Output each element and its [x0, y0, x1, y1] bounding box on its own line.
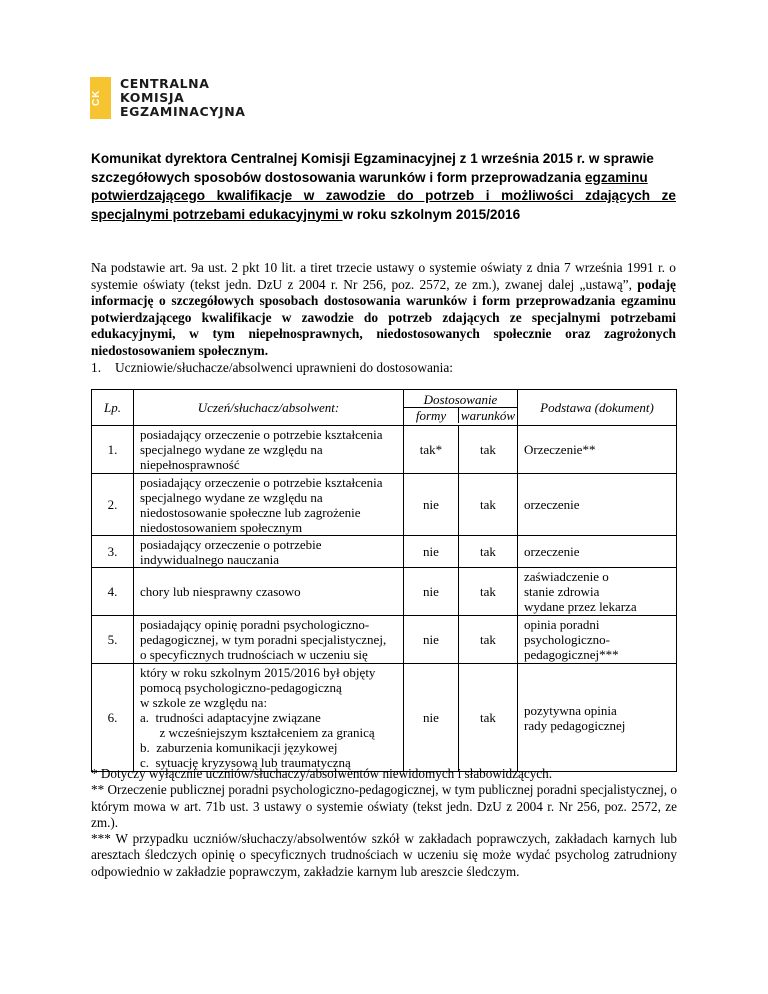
desc-line: b. zaburzenia komunikacji językowej: [140, 740, 338, 755]
row-conditions: tak: [459, 568, 518, 616]
row-lp: 4.: [92, 568, 134, 616]
logo-line-3: EGZAMINACYJNA: [120, 104, 246, 119]
row-basis: orzeczenie: [518, 536, 677, 568]
desc-line: posiadający orzeczenie o potrzebie kształcenia: [140, 427, 383, 442]
logo-line-2: KOMISJA: [120, 90, 185, 105]
row-description: [134, 616, 404, 664]
intro-bold: podaję informację o szczegółowych sposobach dostosowania warunków i form przeprowadzania egzaminu potwierdzającego kwalifikacje w zawodzie do potrzeb zdających ze specjalnymi potrzebami edukacyjnymi, w tym niepełnosprawnych, niedostosowanych społecznie oraz zagrożonych niedostosowaniem społecznym.: [91, 276, 676, 358]
logo-mark: [90, 77, 111, 119]
section-heading: [91, 360, 453, 376]
title-line-2-underlined: egzaminu: [584, 169, 648, 185]
header-adjustment: [404, 390, 518, 426]
table-row: [92, 568, 677, 616]
row-forms: nie: [404, 568, 459, 616]
row-forms: nie: [404, 474, 459, 536]
desc-line: w szkole ze względu na:: [140, 695, 268, 710]
row-lp: 2.: [92, 474, 134, 536]
row-conditions: tak: [459, 664, 518, 772]
eligibility-table: [91, 389, 677, 772]
desc-line: pedagogicznej, w tym poradni specjalistycznej,: [140, 632, 387, 647]
desc-line: pomocą psychologiczno-pedagogiczną: [140, 680, 342, 695]
footnote-3: *** W przypadku uczniów/słuchaczy/absolwentów szkół w zakładach poprawczych, zakładach karnych lub aresztach śledczych opinię o specyficznych trudnościach w uczeniu się może wydać psycholog zatrudniony odpowiednio w zakładzie poprawczym, zakładzie karnym lub areszcie śledczym.: [91, 831, 677, 879]
row-lp: 6.: [92, 664, 134, 772]
row-conditions: tak: [459, 474, 518, 536]
row-description: [134, 426, 404, 474]
row-conditions: tak: [459, 536, 518, 568]
title-line-4: [91, 206, 676, 225]
row-forms: nie: [404, 616, 459, 664]
basis-line: opinia poradni: [524, 617, 600, 632]
table-row: [92, 474, 677, 536]
intro-paragraph: [91, 260, 676, 359]
desc-line: c. sytuację kryzysową lub traumatyczną: [140, 755, 351, 770]
intro-plain: Na podstawie art. 9a ust. 2 pkt 10 lit. a tiret trzecie ustawy o systemie oświaty z dnia 7 września 1991 r. o systemie oświaty (tekst jedn. DzU z 2004 r. Nr 256, poz. 2572, ze zm.), zwanej dalej „ustawą”,: [91, 260, 676, 292]
footnote-1: * Dotyczy wyłącznie uczniów/słuchaczy/absolwentów niewidomych i słabowidzących.: [91, 766, 553, 781]
desc-line: z wcześniejszym kształceniem za granicą: [140, 725, 375, 740]
logo-line-1: CENTRALNA: [120, 76, 210, 91]
basis-line: psychologiczno-: [524, 632, 610, 647]
row-conditions: tak: [459, 426, 518, 474]
row-forms: nie: [404, 536, 459, 568]
desc-line: niedostosowanie społeczne lub zagrożenie: [140, 504, 361, 520]
table-header-row: [92, 390, 677, 426]
table-row: [92, 664, 677, 772]
desc-line: chory lub niesprawny czasowo: [140, 584, 301, 599]
cke-logo: [90, 77, 246, 119]
row-basis: Orzeczenie**: [518, 426, 677, 474]
title-line-2-text: szczegółowych sposobów dostosowania warunków i form przeprowadzania: [91, 169, 585, 185]
row-basis: [518, 568, 677, 616]
row-basis: orzeczenie: [518, 474, 677, 536]
basis-line: wydane przez lekarza: [524, 599, 637, 614]
desc-line: posiadający orzeczenie o potrzebie: [140, 536, 322, 552]
row-lp: 5.: [92, 616, 134, 664]
document-title: [91, 150, 676, 224]
header-basis: Podstawa (dokument): [518, 390, 677, 426]
desc-line: o specyficznych trudnościach w uczeniu się: [140, 647, 368, 662]
title-line-3: potwierdzającego kwalifikacje w zawodzie do potrzeb i możliwości zdających ze: [91, 188, 676, 203]
title-line-4-underlined: specjalnymi potrzebami edukacyjnymi: [91, 206, 343, 222]
basis-line: rady pedagogicznej: [524, 717, 626, 733]
desc-line: specjalnego wydane ze względu na: [140, 442, 323, 457]
header-lp: Lp.: [92, 390, 134, 426]
basis-line: zaświadczenie o: [524, 569, 609, 584]
footnotes: [91, 766, 677, 880]
row-description: [134, 474, 404, 536]
row-basis: [518, 664, 677, 772]
basis-line: pozytywna opinia: [524, 702, 617, 718]
row-lp: 1.: [92, 426, 134, 474]
row-forms: tak*: [404, 426, 459, 474]
logo-mark-text: CK: [91, 89, 102, 107]
desc-line: specjalnego wydane ze względu na: [140, 489, 323, 505]
row-description: [134, 664, 404, 772]
desc-line: a. trudności adaptacyjne związane: [140, 710, 321, 725]
row-lp: 3.: [92, 536, 134, 568]
row-basis: [518, 616, 677, 664]
header-student: Uczeń/słuchacz/absolwent:: [134, 390, 404, 426]
table-row: [92, 536, 677, 568]
header-forms: formy: [404, 408, 459, 423]
section-title-text: Uczniowie/słuchacze/absolwenci uprawnieni do dostosowania:: [115, 360, 454, 375]
row-conditions: tak: [459, 616, 518, 664]
desc-line: indywidualnego nauczania: [140, 551, 279, 567]
row-description: [134, 536, 404, 568]
title-line-1: Komunikat dyrektora Centralnej Komisji Egzaminacyjnej z 1 września 2015 r. w sprawie: [91, 151, 654, 166]
desc-line: który w roku szkolnym 2015/2016 był objęty: [140, 665, 376, 680]
table-row: [92, 426, 677, 474]
footnote-2: ** Orzeczenie publicznej poradni psychologiczno-pedagogicznej, w tym publicznej poradni specjalistycznej, o którym mowa w art. 71b ust. 3 ustawy o systemie oświaty (tekst jedn. DzU z 2004 r. Nr 256, poz. 2572, ze zm.).: [91, 782, 677, 830]
desc-line: niepełnosprawność: [140, 457, 240, 472]
title-line-4-text: w roku szkolnym 2015/2016: [342, 206, 521, 222]
desc-line: niedostosowaniem społecznym: [140, 519, 303, 535]
desc-line: posiadający orzeczenie o potrzebie kształcenia: [140, 474, 383, 490]
header-conditions: warunków: [460, 408, 516, 423]
header-adjustment-label: Dostosowanie: [423, 392, 498, 407]
basis-line: stanie zdrowia: [524, 584, 600, 599]
title-line-2: [91, 169, 676, 188]
row-forms: nie: [404, 664, 459, 772]
row-description: [134, 568, 404, 616]
table-row: [92, 616, 677, 664]
desc-line: posiadający opinię poradni psychologiczno-: [140, 617, 370, 632]
basis-line: pedagogicznej***: [524, 647, 619, 662]
section-number: 1.: [91, 360, 102, 375]
logo-wordmark: [120, 77, 246, 119]
